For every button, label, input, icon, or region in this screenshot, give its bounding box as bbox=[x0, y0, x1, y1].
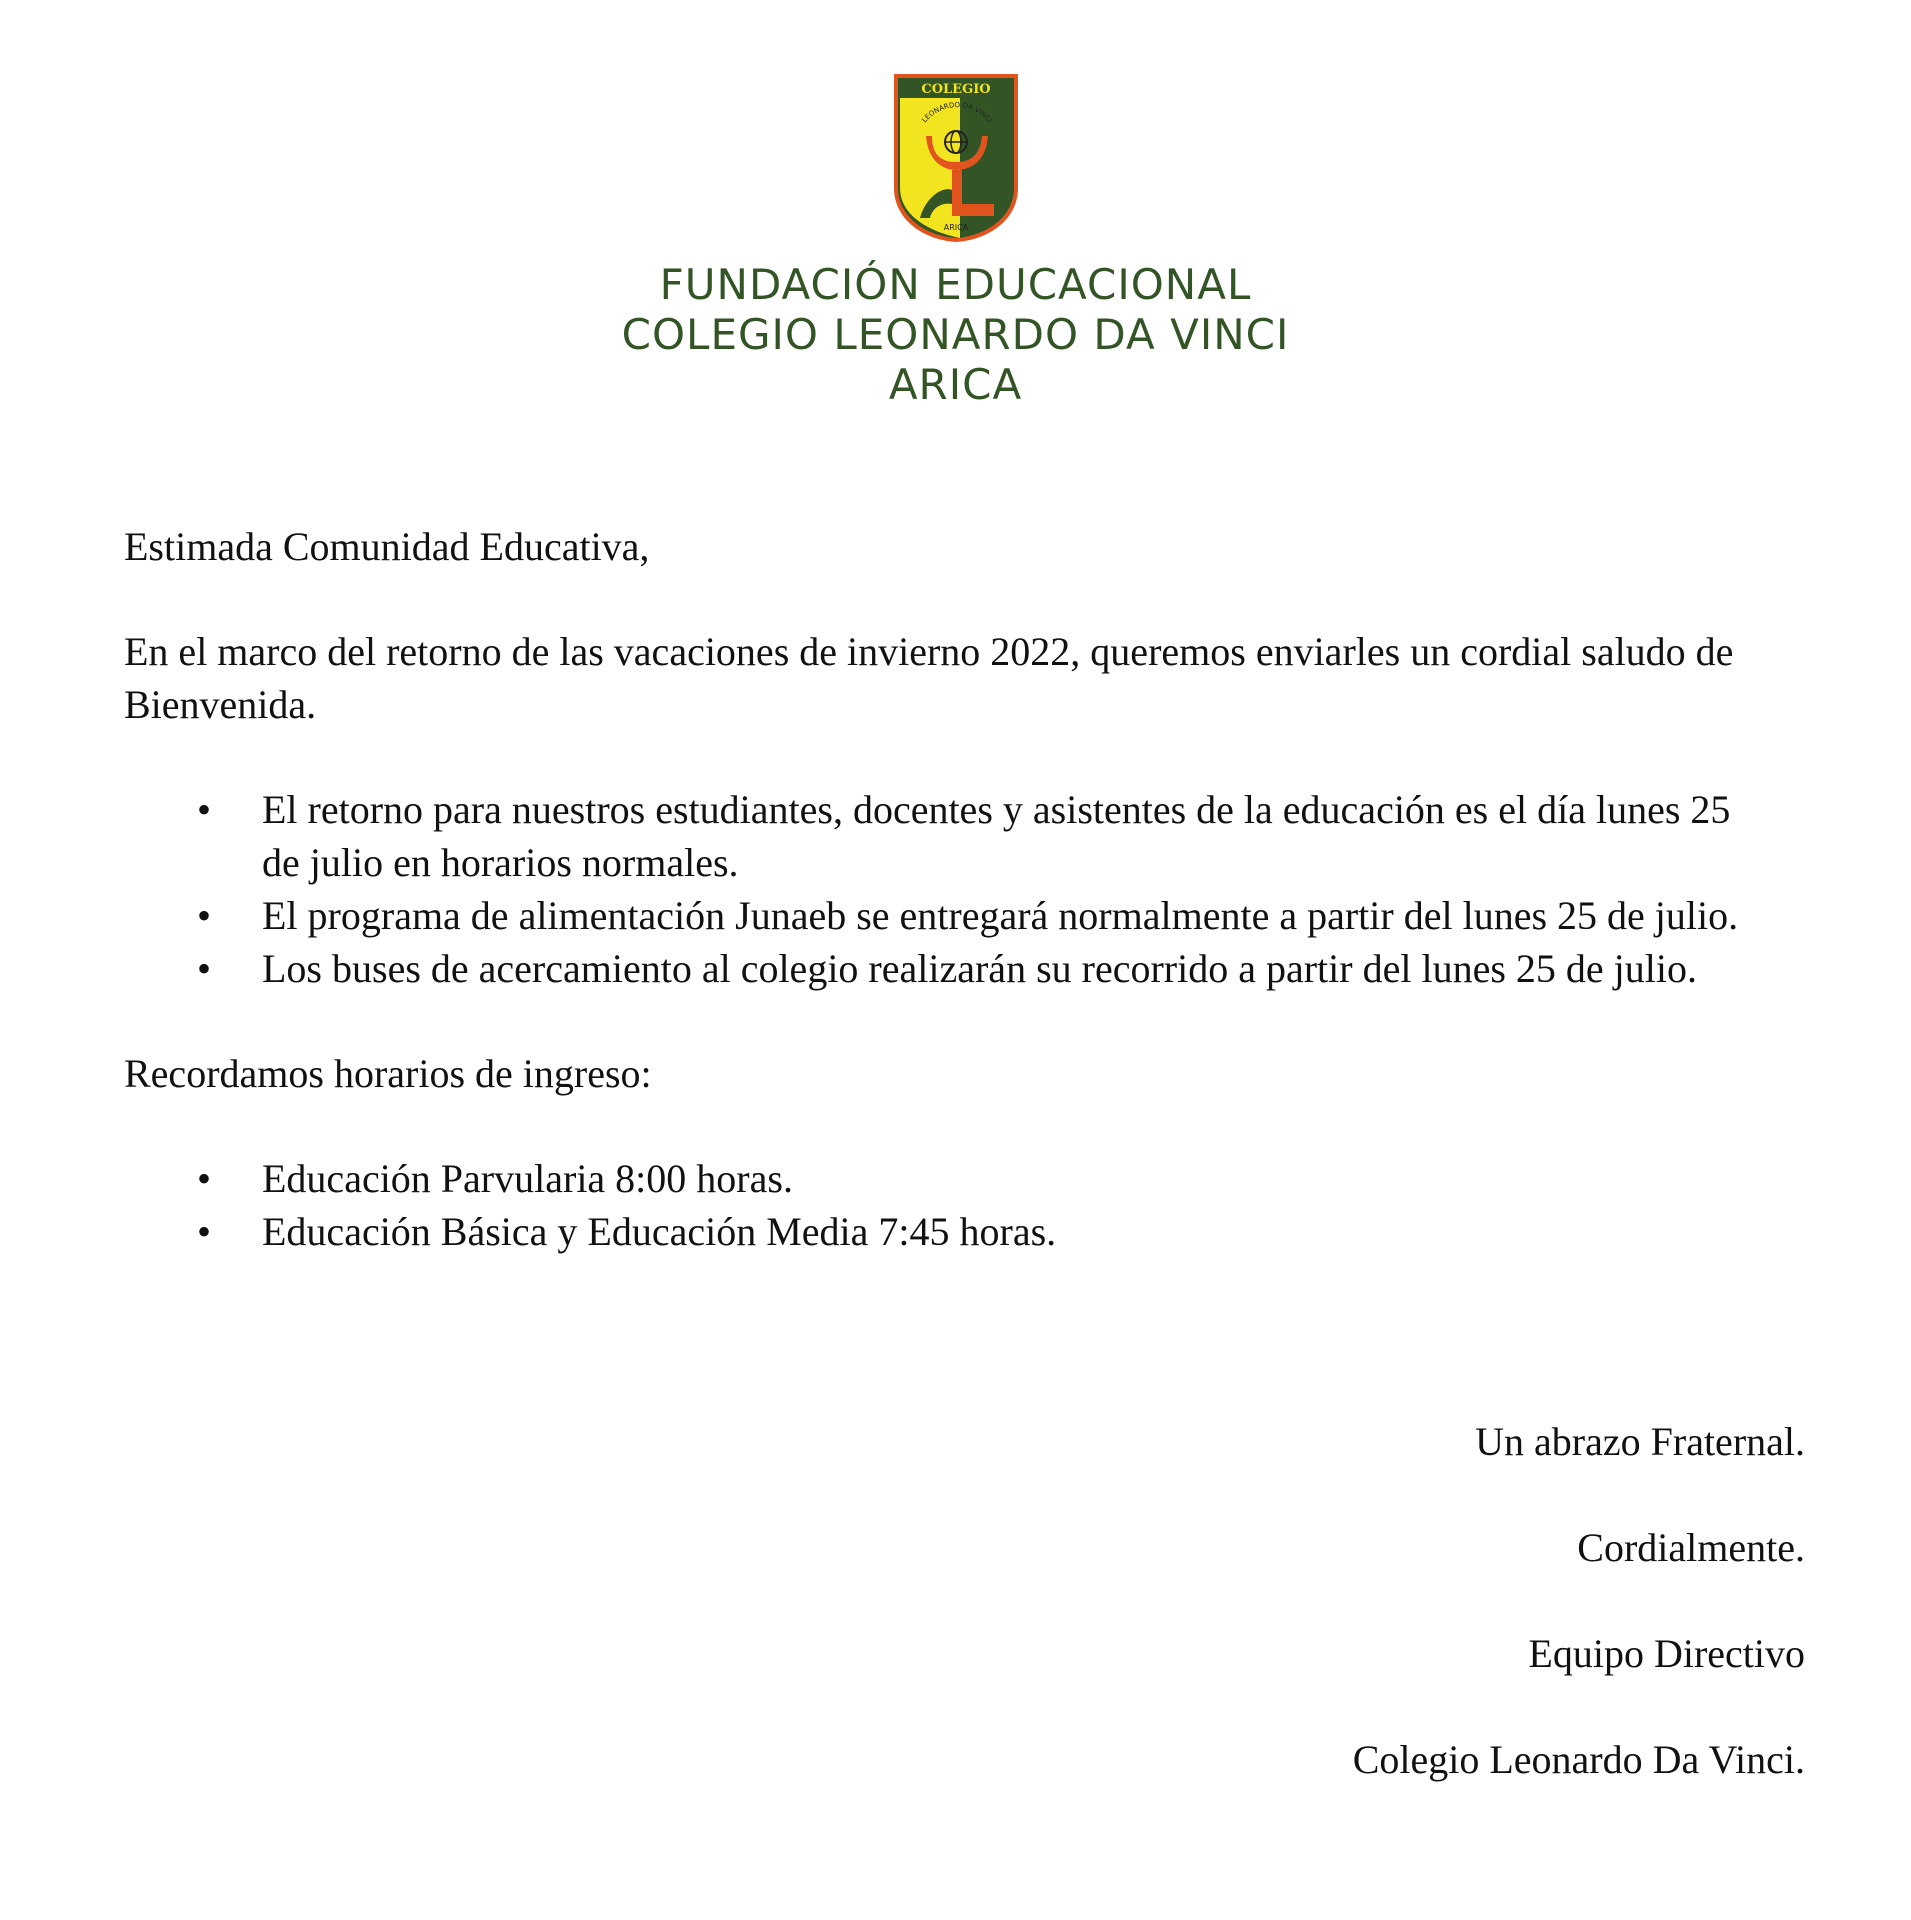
list-item bbox=[124, 783, 1804, 889]
list-item bbox=[124, 1205, 1804, 1258]
greeting: Estimada Comunidad Educativa, bbox=[124, 524, 650, 569]
list-item-text: Los buses de acercamiento al colegio realizarán su recorrido a partir del lunes 25 de julio. bbox=[262, 946, 1697, 991]
closing-line-3: Equipo Directivo bbox=[1528, 1631, 1805, 1676]
org-line-3: ARICA bbox=[888, 360, 1023, 409]
list-item bbox=[124, 889, 1804, 942]
intro-paragraph: En el marco del retorno de las vacaciones de invierno 2022, queremos enviarles un cordial saludo de Bienvenida. bbox=[124, 629, 1734, 727]
list-item bbox=[124, 1152, 1804, 1205]
reminder-heading: Recordamos horarios de ingreso: bbox=[124, 1051, 652, 1096]
crest-arc-text: LEONARDO DA VINCI bbox=[920, 101, 994, 125]
list-item-text: Educación Básica y Educación Media 7:45 horas. bbox=[262, 1209, 1057, 1254]
letter-body bbox=[124, 520, 1804, 1258]
list-item-text: Educación Parvularia 8:00 horas. bbox=[262, 1156, 793, 1201]
org-line-2: COLEGIO LEONARDO DA VINCI bbox=[621, 310, 1290, 359]
list-item bbox=[124, 942, 1804, 995]
closing-line-2: Cordialmente. bbox=[1577, 1525, 1805, 1570]
letterhead bbox=[0, 70, 1911, 410]
schedule-list bbox=[124, 1152, 1804, 1258]
school-crest-logo bbox=[890, 70, 1022, 246]
bullet-icon: • bbox=[196, 893, 211, 938]
closing-line-1: Un abrazo Fraternal. bbox=[1475, 1419, 1805, 1464]
bullet-icon: • bbox=[196, 1209, 211, 1254]
bullet-icon: • bbox=[196, 946, 211, 991]
bullet-icon: • bbox=[196, 1156, 211, 1201]
list-item-text: El programa de alimentación Junaeb se entregará normalmente a partir del lunes 25 de julio. bbox=[262, 893, 1739, 938]
announcement-list bbox=[124, 783, 1804, 995]
bullet-icon: • bbox=[196, 787, 211, 832]
list-item-text: El retorno para nuestros estudiantes, docentes y asistentes de la educación es el día lunes 25 de julio en horarios normales. bbox=[262, 787, 1731, 885]
crest-bottom-text: ARICA bbox=[943, 223, 968, 232]
org-line-1: FUNDACIÓN EDUCACIONAL bbox=[659, 260, 1252, 309]
crest-top-text: COLEGIO bbox=[920, 82, 991, 97]
closing-signature bbox=[1353, 1415, 1805, 1839]
organization-name bbox=[0, 260, 1911, 410]
closing-line-4: Colegio Leonardo Da Vinci. bbox=[1352, 1737, 1805, 1782]
